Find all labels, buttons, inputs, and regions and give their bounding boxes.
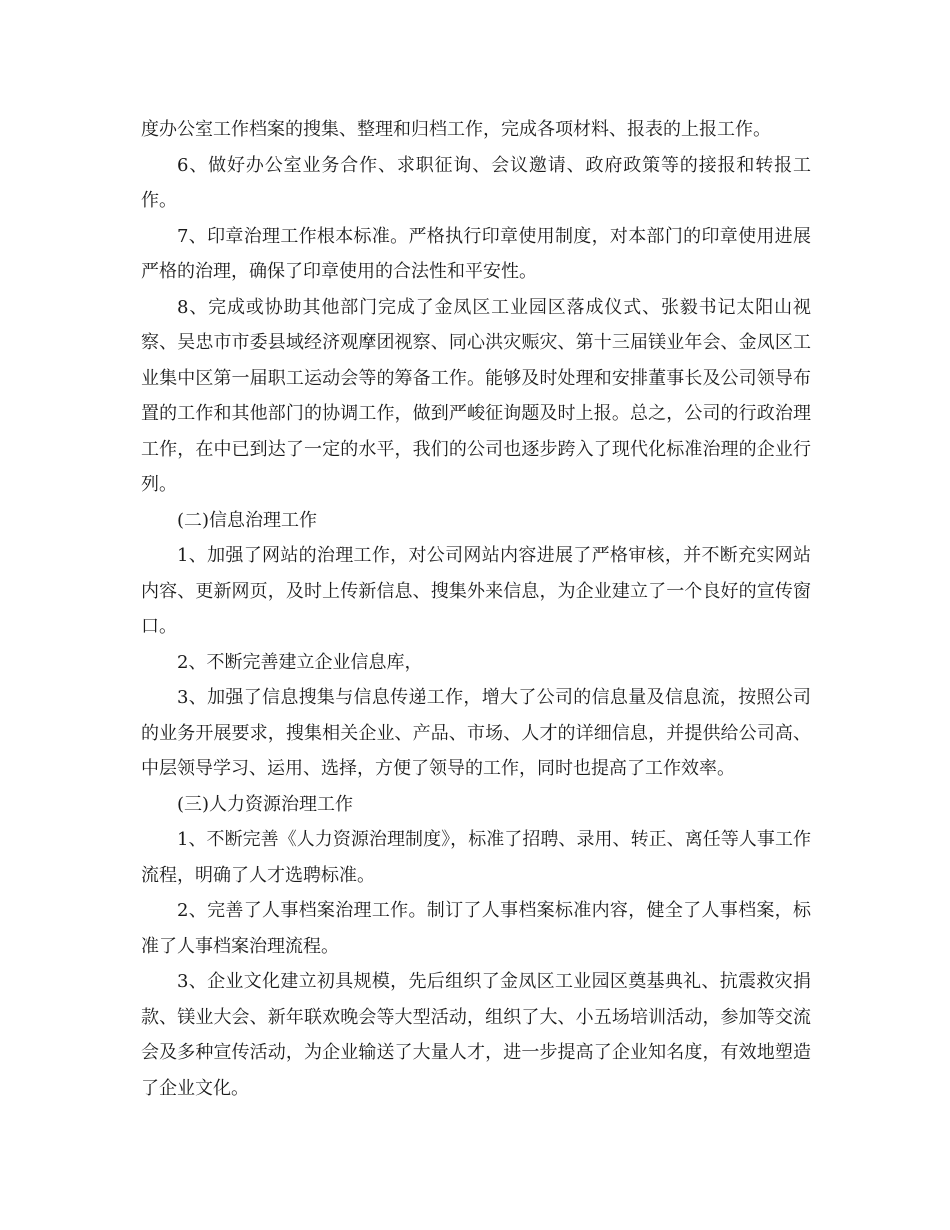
paragraph-info-1: 1、加强了网站的治理工作，对公司网站内容进展了严格审核，并不断充实网站内容、更新网页，及时上传新信息、搜集外来信息，为企业建立了一个良好的宣传窗口。	[141, 545, 811, 637]
paragraph-info-2: 2、不断完善建立企业信息库，	[177, 651, 423, 673]
paragraph-continuation: 度办公室工作档案的搜集、整理和归档工作，完成各项材料、报表的上报工作。	[141, 119, 771, 140]
paragraph-info-3: 3、加强了信息搜集与信息传递工作，增大了公司的信息量及信息流，按照公司的业务开展要求，搜集相关企业、产品、市场、人才的详细信息，并提供给公司高、中层领导学习、运用、选择，方便了领导的工作，同时也提高了工作效率。	[141, 687, 811, 779]
section-heading-information: (二)信息治理工作	[177, 509, 318, 531]
paragraph-item-7: 7、印章治理工作根本标准。严格执行印章使用制度，对本部门的印章使用进展严格的治理，确保了印章使用的合法性和平安性。	[141, 225, 811, 282]
paragraph-item-8: 8、完成或协助其他部门完成了金凤区工业园区落成仪式、张毅书记太阳山视察、吴忠市市委县域经济观摩团视察、同心洪灾赈灾、第十三届镁业年会、金凤区工业集中区第一届职工运动会等的筹备工作。能够及时处理和安排董事长及公司领导布置的工作和其他部门的协调工作，做到严峻征询题及时上报。总之，公司的行政治理工作，在中已到达了一定的水平，我们的公司也逐步跨入了现代化标准治理的企业行列。	[141, 296, 811, 495]
section-heading-hr: (三)人力资源治理工作	[177, 793, 354, 815]
paragraph-hr-2: 2、完善了人事档案治理工作。制订了人事档案标准内容，健全了人事档案，标准了人事档案治理流程。	[141, 900, 811, 957]
document-body	[141, 112, 811, 1106]
paragraph-hr-1: 1、不断完善《人力资源治理制度》，标准了招聘、录用、转正、离任等人事工作流程，明确了人才选聘标准。	[141, 829, 811, 886]
paragraph-item-6: 6、做好办公室业务合作、求职征询、会议邀请、政府政策等的接报和转报工作。	[141, 154, 811, 211]
paragraph-hr-3: 3、企业文化建立初具规模，先后组织了金凤区工业园区奠基典礼、抗震救灾捐款、镁业大会、新年联欢晚会等大型活动，组织了大、小五场培训活动，参加等交流会及多种宣传活动，为企业输送了大量人才，进一步提高了企业知名度，有效地塑造了企业文化。	[141, 971, 811, 1099]
